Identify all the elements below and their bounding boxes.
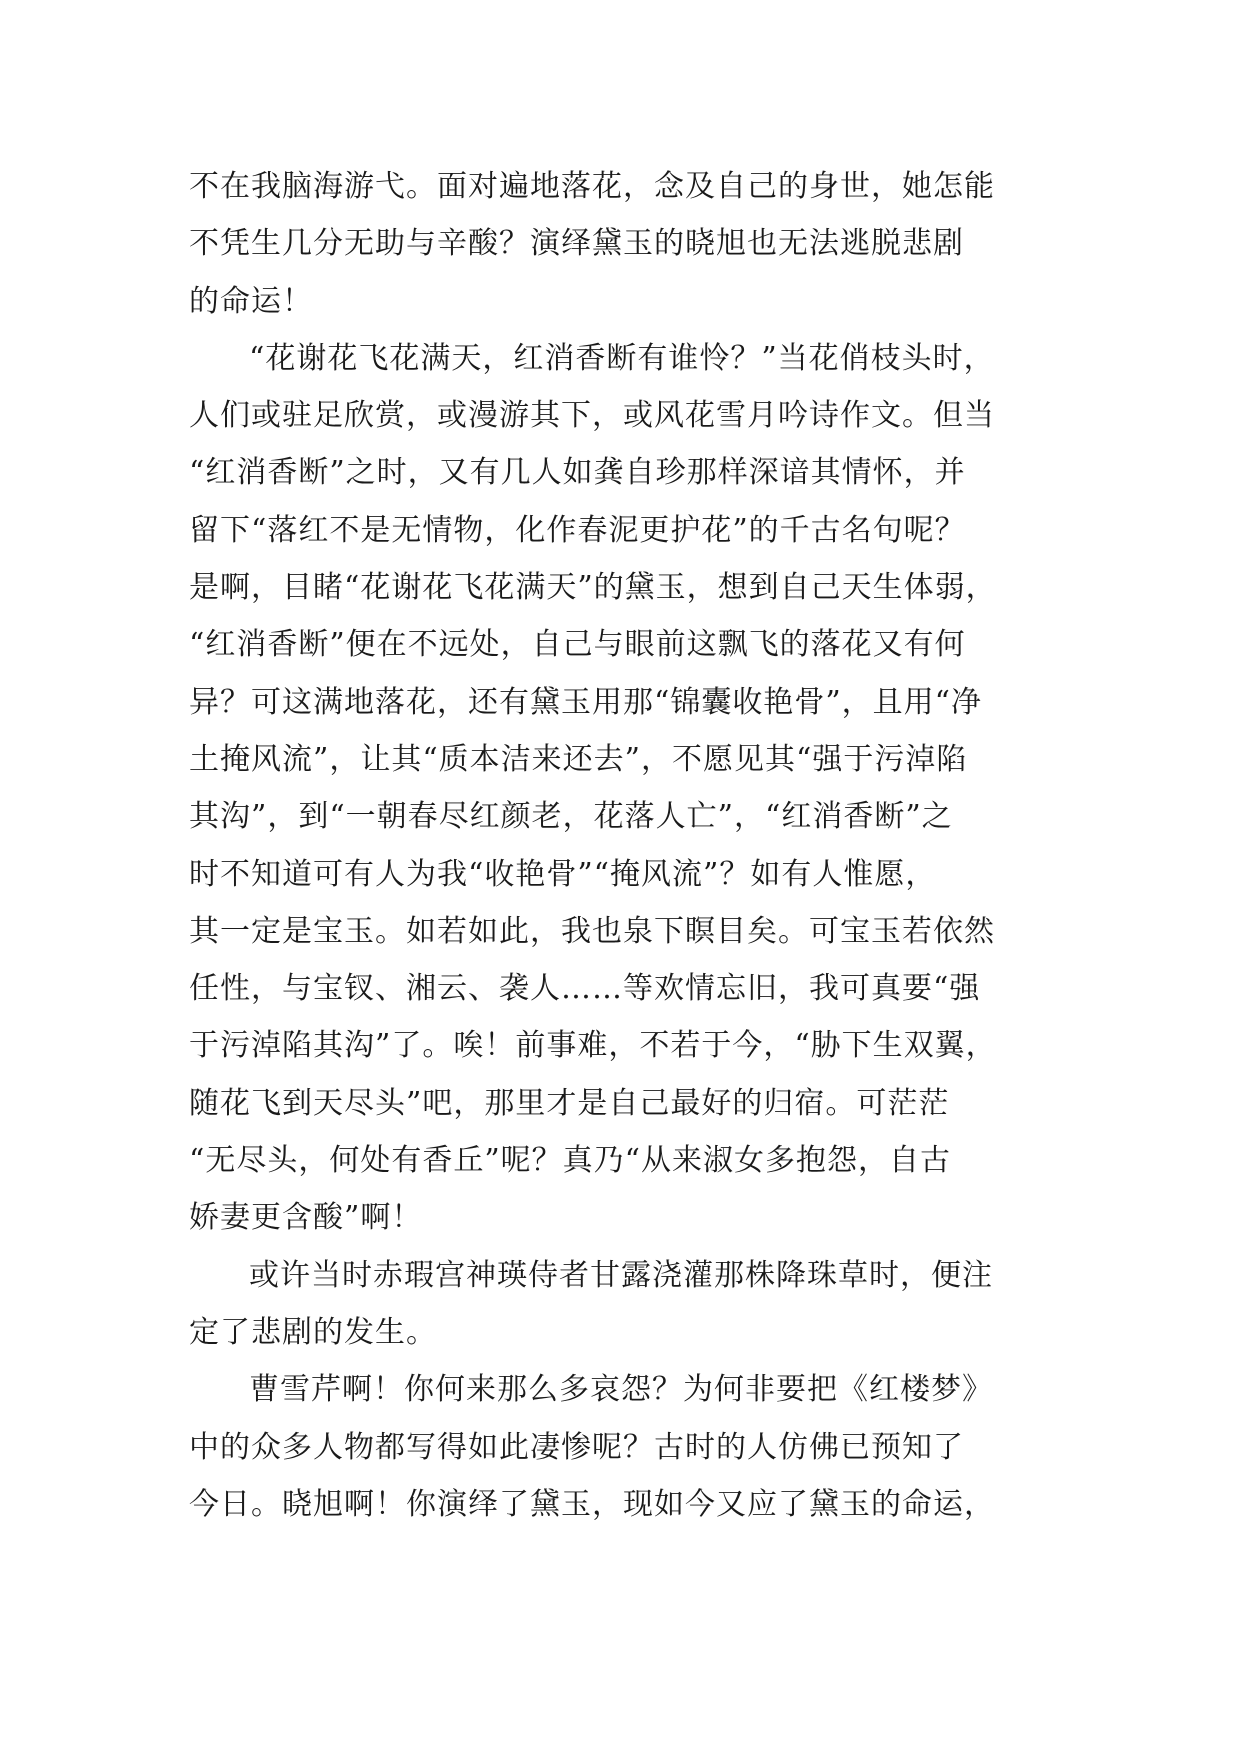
paragraph-start-line: 曹雪芹啊！你何来那么多哀怨？为何非要把《红楼梦》 (249, 1372, 993, 1408)
text-line: “无尽头，何处有香丘”呢？真乃“从来淑女多抱怨，自古 (189, 1143, 952, 1179)
text-line: 时不知道可有人为我“收艳骨”“掩风流”？如有人惟愿， (189, 856, 937, 892)
text-line: 中的众多人物都写得如此凄惨呢？古时的人仿佛已预知了 (189, 1429, 964, 1465)
text-line: 定了悲剧的发生。 (189, 1314, 437, 1350)
text-line: 娇妻更含酸”啊！ (189, 1200, 423, 1236)
text-line: 的命运！ (189, 283, 313, 319)
text-line: 随花飞到天尽头”吧，那里才是自己最好的归宿。可茫茫 (189, 1085, 950, 1121)
text-line: 今日。晓旭啊！你演绎了黛玉，现如今又应了黛玉的命运， (189, 1486, 995, 1522)
text-line: 异？可这满地落花，还有黛玉用那“锦囊收艳骨”，且用“净 (189, 684, 983, 720)
text-line: “红消香断”便在不远处，自己与眼前这飘飞的落花又有何 (189, 627, 966, 663)
text-line: 于污淖陷其沟”了。唉！前事难，不若于今，“胁下生双翼， (189, 1028, 997, 1064)
text-line: 土掩风流”，让其“质本洁来还去”，不愿见其“强于污淖陷 (189, 741, 968, 777)
text-line: 任性，与宝钗、湘云、袭人……等欢情忘旧，我可真要“强 (189, 971, 981, 1007)
text-line: “红消香断”之时，又有几人如龚自珍那样深谙其情怀，并 (189, 455, 966, 491)
paragraph-start-line: “花谢花飞花满天，红消香断有谁怜？”当花俏枝头时， (249, 340, 995, 376)
text-line: 留下“落红不是无情物，化作春泥更护花”的千古名句呢？ (189, 512, 966, 548)
text-line: 是啊，目睹“花谢花飞花满天”的黛玉，想到自己天生体弱， (189, 570, 997, 606)
paragraph-start-line: 或许当时赤瑕宫神瑛侍者甘露浇灌那株降珠草时，便注 (249, 1257, 993, 1293)
text-line: 其沟”，到“一朝春尽红颜老，花落人亡”，“红消香断”之 (189, 799, 953, 835)
text-line: 其一定是宝玉。如若如此，我也泉下瞑目矣。可宝玉若依然 (189, 913, 995, 949)
document-body (189, 158, 1049, 1533)
text-line: 人们或驻足欣赏，或漫游其下，或风花雪月吟诗作文。但当 (189, 398, 995, 434)
text-line: 不凭生几分无助与辛酸？演绎黛玉的晓旭也无法逃脱悲剧 (189, 226, 964, 262)
text-line: 不在我脑海游弋。面对遍地落花，念及自己的身世，她怎能 (189, 169, 995, 204)
